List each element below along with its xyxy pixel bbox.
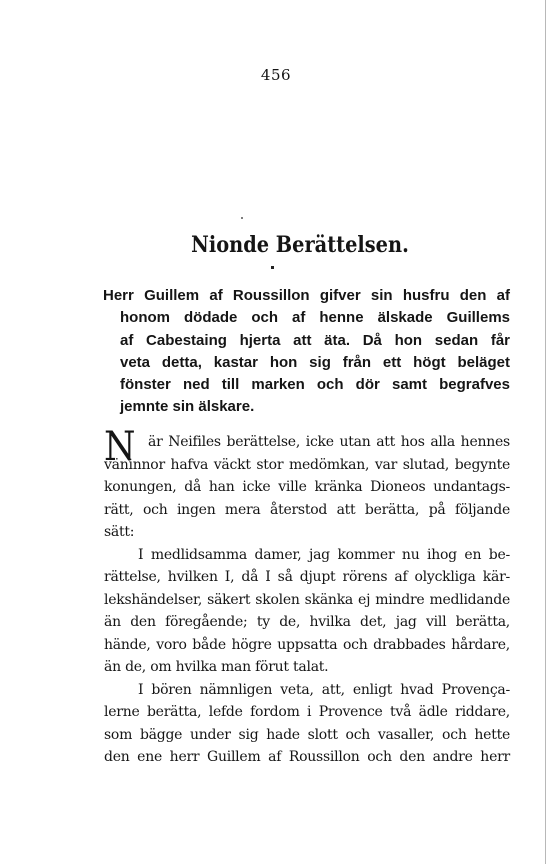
body-line: rätt, och ingen mera återstod att berätta, på följande: [104, 501, 510, 518]
chapter-summary: [103, 285, 510, 419]
summary-line: fönster ned till marken och dör samt begrafves: [120, 376, 510, 394]
print-speck: [241, 217, 243, 219]
body-line: väninnor hafva väckt stor medömkan, var slutad, begynte: [104, 456, 510, 473]
body-line: lerne berätta, lefde fordom i Provence två ädle riddare,: [104, 704, 510, 720]
body-line: sätt:: [104, 524, 135, 540]
print-speck: [271, 266, 274, 269]
body-line: I bören nämnligen veta, att, enligt hvad Provençа-: [138, 681, 510, 698]
summary-line: af Cabestaing hjerta att äta. Då hon sedan får: [120, 331, 510, 349]
drop-cap: N: [104, 424, 136, 470]
body-line: än den föregående; ty de, hvilka det, jag vill berätta,: [104, 614, 510, 630]
summary-line: jemnte sin älskare.: [120, 398, 255, 416]
summary-line: honom dödade och af henne älskade Guillems: [120, 309, 510, 327]
chapter-title: Nionde Berättelsen.: [191, 232, 409, 258]
body-text: [104, 431, 510, 769]
summary-line: veta detta, kastar hon sig från ett högt beläget: [120, 353, 510, 371]
body-line: den ene herr Guillem af Roussillon och den andre herr: [104, 749, 510, 765]
body-line: än de, om hvilka man förut talat.: [104, 659, 329, 675]
body-line: rättelse, hvilken I, då I så djupt rörens af olyckliga kär-: [104, 569, 510, 585]
body-line: lekshändelser, säkert skolen skänka ej mindre medlidande: [104, 591, 510, 608]
summary-line: Herr Guillem af Roussillon gifver sin husfru den af: [103, 287, 510, 304]
body-line: I medlidsamma damer, jag kommer nu ihog en be-: [138, 546, 510, 563]
body-line: hände, voro både högre uppsatta och drabbades hårdare,: [104, 636, 510, 653]
page-number: 456: [260, 66, 292, 84]
body-line: är Neifiles berättelse, icke utan att hos alla hennes: [148, 434, 510, 450]
body-line: konungen, då han icke ville kränka Dioneos undantags-: [104, 479, 510, 495]
page-edge-line: [545, 0, 546, 864]
body-line: som bägge under sig hade slott och vasaller, och hette: [104, 726, 510, 743]
